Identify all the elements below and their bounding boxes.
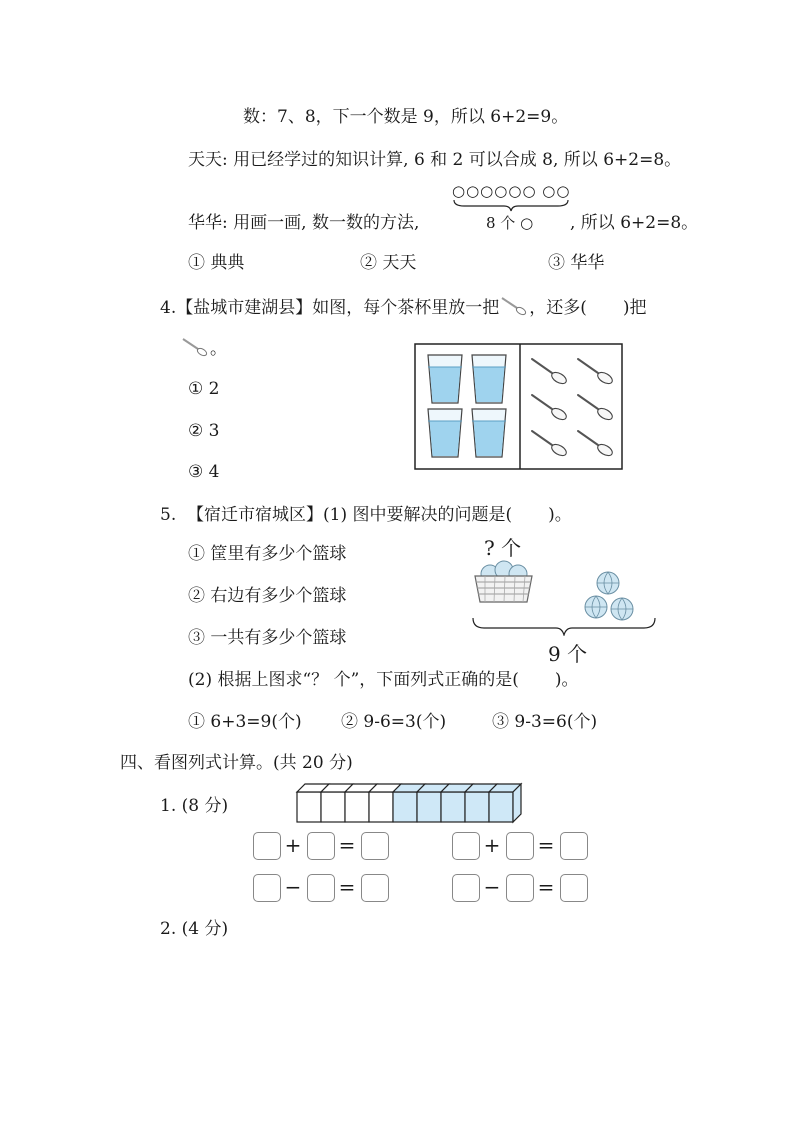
answer-box[interactable] [253, 874, 281, 902]
q5-region: 【宿迁市宿城区】 [187, 505, 324, 525]
water-cup-icon [428, 409, 462, 457]
cups-spoons-figure [414, 343, 624, 471]
plus-sign: + [483, 833, 501, 857]
section4-title: 四、看图列式计算。(共 20 分) [120, 753, 353, 773]
q5-part1-end: )。 [548, 505, 572, 525]
q3-option-2[interactable]: ② 天天 [360, 253, 417, 273]
equals-sign: = [338, 833, 356, 857]
plus-sign: + [284, 833, 302, 857]
q4-stem-b: ，还多( [529, 298, 587, 318]
answer-box[interactable] [452, 832, 480, 860]
answer-box[interactable] [452, 874, 480, 902]
answer-box[interactable] [560, 832, 588, 860]
spoon-icon [180, 336, 210, 358]
basket-icon [475, 561, 532, 602]
equals-sign: = [537, 833, 555, 857]
q4-stem [160, 295, 647, 320]
q5-option1-3[interactable]: ③ 一共有多少个篮球 [188, 628, 347, 648]
dian-answer-line: 数：7、8，下一个数是 9，所以 6+2=9。 [243, 107, 569, 127]
q3-option-1[interactable]: ① 典典 [188, 253, 245, 273]
q5-part2-end: )。 [554, 670, 579, 690]
equals-sign: = [338, 875, 356, 899]
q5-part2-text: (2) 根据上图求“？ 个”，下面列式正确的是( [188, 670, 519, 690]
unknown-count-label: ? 个 [484, 536, 522, 560]
basketball-figure [470, 556, 660, 636]
q4-region: 【盐城市建湖县】 [176, 298, 313, 318]
section4-item2: 2. (4 分) [160, 919, 229, 939]
minus-sign: − [483, 875, 501, 899]
cube-row-figure [295, 782, 527, 826]
answer-box[interactable] [307, 874, 335, 902]
spoon-icon [499, 295, 529, 317]
q4-stem-end: 。 [210, 339, 227, 359]
q5-option1-1[interactable]: ① 筐里有多少个篮球 [188, 544, 347, 564]
water-cup-icon [472, 409, 506, 457]
q4-stem-c: )把 [622, 298, 647, 318]
answer-box[interactable] [307, 832, 335, 860]
q5-part1: (1) 图中要解决的问题是( [323, 505, 513, 525]
loose-basketballs-icon [585, 572, 633, 620]
q4-number: 4. [160, 298, 177, 318]
answer-box[interactable] [560, 874, 588, 902]
q5-option2-3[interactable]: ③ 9-3=6(个) [492, 712, 598, 732]
answer-box[interactable] [506, 874, 534, 902]
hua-answer-suffix: , 所以 6+2=8。 [570, 213, 699, 233]
hua-brace [452, 198, 570, 212]
tian-answer-line: 天天: 用已经学过的知识计算, 6 和 2 可以合成 8, 所以 6+2=8。 [188, 150, 682, 170]
q4-option-1[interactable]: ① 2 [188, 379, 220, 399]
answer-box[interactable] [253, 832, 281, 860]
q4-stem-a: 如图，每个茶杯里放一把 [312, 298, 500, 318]
q5-number: 5. [160, 505, 177, 525]
water-cup-icon [428, 355, 462, 403]
total-count-label: 9 个 [548, 642, 588, 666]
hua-brace-label: 8 个 ○ [486, 214, 534, 232]
minus-sign: − [284, 875, 302, 899]
section4-item1: 1. (8 分) [160, 796, 229, 816]
q3-option-3[interactable]: ③ 华华 [548, 253, 605, 273]
equals-sign: = [537, 875, 555, 899]
answer-box[interactable] [361, 874, 389, 902]
answer-box[interactable] [361, 832, 389, 860]
q5-option2-1[interactable]: ① 6+3=9(个) [188, 712, 302, 732]
q4-stem-continued [180, 336, 227, 361]
water-cup-icon [472, 355, 506, 403]
hua-answer-prefix: 华华: 用画一画, 数一数的方法, [188, 213, 420, 233]
q5-stem [160, 503, 572, 527]
q4-option-3[interactable]: ③ 4 [188, 462, 220, 482]
q5-option2-2[interactable]: ② 9-6=3(个) [341, 712, 447, 732]
answer-box[interactable] [506, 832, 534, 860]
q5-part2 [188, 668, 579, 692]
hua-circles: ○○○○○○ ○○ [452, 182, 571, 200]
q4-option-2[interactable]: ② 3 [188, 421, 220, 441]
q5-option1-2[interactable]: ② 右边有多少个篮球 [188, 586, 347, 606]
